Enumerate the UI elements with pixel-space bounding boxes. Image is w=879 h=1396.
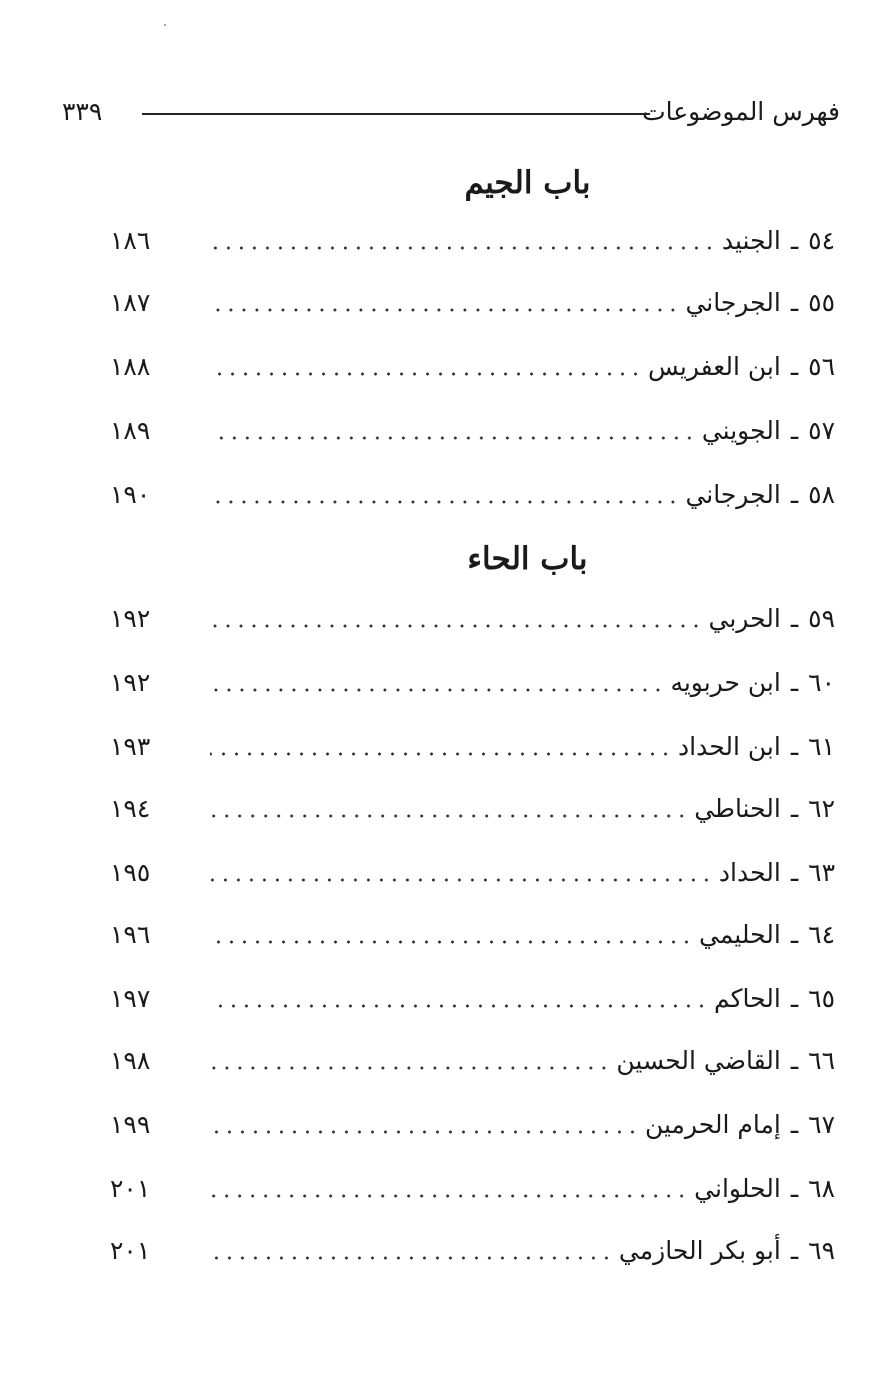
dot-leader xyxy=(210,371,642,377)
toc-entry xyxy=(110,656,835,708)
toc-entry xyxy=(110,1224,835,1276)
toc-entry xyxy=(110,404,835,456)
section-title-jim: باب الجيم xyxy=(464,165,591,201)
entry-dash: ـ xyxy=(790,667,799,697)
entry-dash: ـ xyxy=(790,731,799,761)
entry-page: ١٩٧ xyxy=(110,983,151,1013)
entry-dash: ـ xyxy=(790,225,799,255)
page-number: ٣٣٩ xyxy=(62,97,103,126)
page-title: فهرس الموضوعات xyxy=(642,97,840,126)
dot-leader xyxy=(210,499,679,505)
toc-entry xyxy=(110,908,835,960)
dot-leader xyxy=(210,877,713,883)
entry-number: ٦٠ xyxy=(808,667,835,697)
entry-number: ٦٧ xyxy=(808,1109,835,1139)
entry-number: ٦٤ xyxy=(808,919,835,949)
toc-entry xyxy=(110,972,835,1024)
entry-number: ٦٢ xyxy=(808,793,835,823)
entry-name: الحاكم xyxy=(713,983,781,1013)
entry-page: ١٨٦ xyxy=(110,225,151,255)
entry-name: الحليمي xyxy=(699,919,781,949)
entry-number: ٥٤ xyxy=(808,225,835,255)
entry-name: أبو بكر الحازمي xyxy=(618,1235,781,1265)
dot-leader xyxy=(210,1065,610,1071)
entry-dash: ـ xyxy=(790,1173,799,1203)
entry-name: ابن الحداد xyxy=(678,731,781,761)
header-rule xyxy=(142,113,650,115)
entry-name: ابن حربويه xyxy=(670,667,781,697)
entry-name: ابن العفريس xyxy=(648,351,781,381)
entry-number: ٦٥ xyxy=(808,983,835,1013)
entry-dash: ـ xyxy=(790,983,799,1013)
entry-dash: ـ xyxy=(790,919,799,949)
dot-leader xyxy=(210,1193,688,1199)
entry-page: ١٩٠ xyxy=(110,479,151,509)
entry-dash: ـ xyxy=(790,479,799,509)
dot-leader xyxy=(210,1129,639,1135)
entry-number: ٥٧ xyxy=(808,415,835,445)
entry-page: ٢٠١ xyxy=(110,1235,151,1265)
entry-number: ٦٦ xyxy=(808,1045,835,1075)
entry-dash: ـ xyxy=(790,1235,799,1265)
dot-leader xyxy=(210,939,693,945)
entry-name: إمام الحرمين xyxy=(644,1109,781,1139)
dot-leader xyxy=(210,307,679,313)
entry-number: ٦٣ xyxy=(808,857,835,887)
entry-page: ١٩٢ xyxy=(110,603,151,633)
dot-leader xyxy=(210,751,672,757)
entry-dash: ـ xyxy=(790,1045,799,1075)
toc-entry xyxy=(110,214,835,266)
dot-leader xyxy=(210,435,696,441)
entry-number: ٥٩ xyxy=(808,603,835,633)
entry-page: ١٨٩ xyxy=(110,415,151,445)
dot-leader xyxy=(210,245,716,251)
entry-name: الجويني xyxy=(701,415,781,445)
toc-entry xyxy=(110,592,835,644)
dot-leader xyxy=(210,687,664,693)
entry-name: الحلواني xyxy=(694,1173,781,1203)
entry-dash: ـ xyxy=(790,793,799,823)
toc-entry xyxy=(110,1034,835,1086)
entry-name: الجنيد xyxy=(721,225,781,255)
entry-name: الحناطي xyxy=(694,793,781,823)
toc-entry xyxy=(110,468,835,520)
entry-name: الجرجاني xyxy=(685,479,781,509)
toc-entry xyxy=(110,846,835,898)
toc-entry xyxy=(110,276,835,328)
entry-page: ١٩٩ xyxy=(110,1109,151,1139)
entry-name: الجرجاني xyxy=(685,287,781,317)
toc-entry xyxy=(110,1098,835,1150)
toc-entry xyxy=(110,720,835,772)
entry-number: ٥٨ xyxy=(808,479,835,509)
entry-dash: ـ xyxy=(790,351,799,381)
entry-page: ١٩٨ xyxy=(110,1045,151,1075)
entry-dash: ـ xyxy=(790,603,799,633)
scan-speck xyxy=(164,24,166,26)
dot-leader xyxy=(210,623,703,629)
entry-number: ٦٨ xyxy=(808,1173,835,1203)
entry-dash: ـ xyxy=(790,287,799,317)
entry-name: الحداد xyxy=(718,857,781,887)
entry-name: القاضي الحسين xyxy=(616,1045,781,1075)
dot-leader xyxy=(210,813,688,819)
toc-entry xyxy=(110,782,835,834)
entry-page: ١٨٧ xyxy=(110,287,151,317)
entry-page: ١٩٥ xyxy=(110,857,151,887)
entry-page: ١٩٦ xyxy=(110,919,151,949)
entry-page: ٢٠١ xyxy=(110,1173,151,1203)
entry-name: الحربي xyxy=(708,603,781,633)
entry-dash: ـ xyxy=(790,857,799,887)
entry-number: ٥٥ xyxy=(808,287,835,317)
entry-page: ١٩٣ xyxy=(110,731,151,761)
dot-leader xyxy=(210,1003,708,1009)
page-header xyxy=(62,90,840,134)
entry-number: ٦١ xyxy=(808,731,835,761)
section-title-ha: باب الحاء xyxy=(467,541,588,577)
entry-number: ٦٩ xyxy=(808,1235,835,1265)
entry-number: ٥٦ xyxy=(808,351,835,381)
toc-entry xyxy=(110,1162,835,1214)
entry-page: ١٩٢ xyxy=(110,667,151,697)
entry-page: ١٩٤ xyxy=(110,793,151,823)
entry-dash: ـ xyxy=(790,1109,799,1139)
dot-leader xyxy=(210,1255,613,1261)
toc-entry xyxy=(110,340,835,392)
entry-page: ١٨٨ xyxy=(110,351,151,381)
entry-dash: ـ xyxy=(790,415,799,445)
